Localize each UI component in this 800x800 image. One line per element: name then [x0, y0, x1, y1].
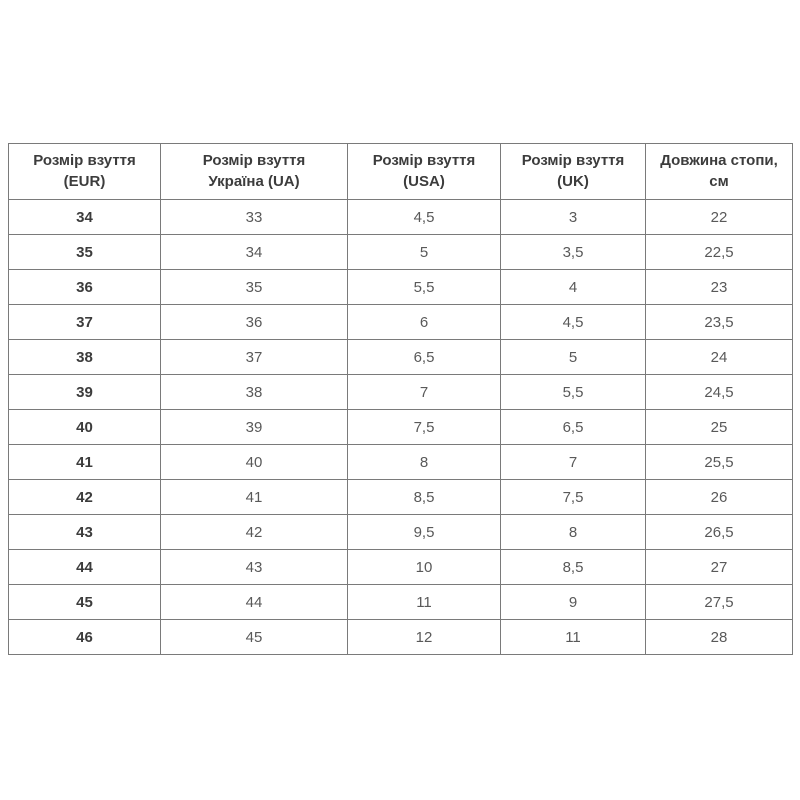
eur-size-cell: 39 [9, 375, 161, 410]
column-header-usa [348, 144, 501, 200]
column-header-eur-line2: (EUR) [63, 172, 106, 190]
table-row [9, 340, 793, 375]
foot-length-cell: 26 [646, 480, 793, 515]
column-header-eur-line1: Розмір взуття [33, 152, 136, 170]
ua-size-cell: 34 [161, 235, 348, 270]
usa-size-cell: 5 [348, 235, 501, 270]
column-header-uk [501, 144, 646, 200]
ua-size-cell: 37 [161, 340, 348, 375]
foot-length-cell: 23,5 [646, 305, 793, 340]
uk-size-cell: 11 [501, 620, 646, 655]
foot-length-cell: 28 [646, 620, 793, 655]
uk-size-cell: 7,5 [501, 480, 646, 515]
foot-length-cell: 22,5 [646, 235, 793, 270]
table-row [9, 445, 793, 480]
usa-size-cell: 8 [348, 445, 501, 480]
column-header-foot-length-line2: см [709, 172, 729, 190]
uk-size-cell: 3,5 [501, 235, 646, 270]
column-header-eur [9, 144, 161, 200]
eur-size-cell: 46 [9, 620, 161, 655]
uk-size-cell: 5,5 [501, 375, 646, 410]
uk-size-cell: 7 [501, 445, 646, 480]
uk-size-cell: 5 [501, 340, 646, 375]
uk-size-cell: 6,5 [501, 410, 646, 445]
table-row [9, 620, 793, 655]
eur-size-cell: 44 [9, 550, 161, 585]
column-header-uk-line1: Розмір взуття [521, 152, 625, 170]
usa-size-cell: 4,5 [348, 200, 501, 235]
table-row [9, 515, 793, 550]
usa-size-cell: 7 [348, 375, 501, 410]
ua-size-cell: 43 [161, 550, 348, 585]
foot-length-cell: 24 [646, 340, 793, 375]
eur-size-cell: 35 [9, 235, 161, 270]
ua-size-cell: 36 [161, 305, 348, 340]
eur-size-cell: 41 [9, 445, 161, 480]
usa-size-cell: 10 [348, 550, 501, 585]
usa-size-cell: 5,5 [348, 270, 501, 305]
column-header-ua-line1: Розмір взуття [202, 152, 306, 170]
foot-length-cell: 25 [646, 410, 793, 445]
ua-size-cell: 44 [161, 585, 348, 620]
usa-size-cell: 7,5 [348, 410, 501, 445]
table-row [9, 305, 793, 340]
foot-length-cell: 27 [646, 550, 793, 585]
column-header-foot-length-line1: Довжина стопи, [660, 152, 778, 170]
table-header-row [9, 144, 793, 200]
usa-size-cell: 11 [348, 585, 501, 620]
eur-size-cell: 42 [9, 480, 161, 515]
usa-size-cell: 9,5 [348, 515, 501, 550]
eur-size-cell: 38 [9, 340, 161, 375]
column-header-foot-length [646, 144, 793, 200]
eur-size-cell: 40 [9, 410, 161, 445]
foot-length-cell: 22 [646, 200, 793, 235]
ua-size-cell: 41 [161, 480, 348, 515]
foot-length-cell: 23 [646, 270, 793, 305]
column-header-ua [161, 144, 348, 200]
usa-size-cell: 6,5 [348, 340, 501, 375]
usa-size-cell: 12 [348, 620, 501, 655]
usa-size-cell: 8,5 [348, 480, 501, 515]
uk-size-cell: 4 [501, 270, 646, 305]
table-row [9, 270, 793, 305]
ua-size-cell: 38 [161, 375, 348, 410]
uk-size-cell: 8 [501, 515, 646, 550]
table-row [9, 585, 793, 620]
uk-size-cell: 8,5 [501, 550, 646, 585]
column-header-ua-line2: Україна (UA) [208, 172, 300, 190]
foot-length-cell: 25,5 [646, 445, 793, 480]
column-header-uk-line2: (UK) [557, 172, 589, 190]
column-header-usa-line1: Розмір взуття [372, 152, 476, 170]
eur-size-cell: 43 [9, 515, 161, 550]
foot-length-cell: 24,5 [646, 375, 793, 410]
uk-size-cell: 9 [501, 585, 646, 620]
foot-length-cell: 27,5 [646, 585, 793, 620]
shoe-size-table [8, 143, 793, 655]
ua-size-cell: 45 [161, 620, 348, 655]
uk-size-cell: 4,5 [501, 305, 646, 340]
table-row [9, 200, 793, 235]
table-row [9, 550, 793, 585]
table-row [9, 480, 793, 515]
uk-size-cell: 3 [501, 200, 646, 235]
ua-size-cell: 42 [161, 515, 348, 550]
table-row [9, 235, 793, 270]
column-header-usa-line2: (USA) [403, 172, 445, 190]
ua-size-cell: 39 [161, 410, 348, 445]
ua-size-cell: 40 [161, 445, 348, 480]
usa-size-cell: 6 [348, 305, 501, 340]
foot-length-cell: 26,5 [646, 515, 793, 550]
ua-size-cell: 33 [161, 200, 348, 235]
eur-size-cell: 36 [9, 270, 161, 305]
table-row [9, 375, 793, 410]
eur-size-cell: 37 [9, 305, 161, 340]
eur-size-cell: 34 [9, 200, 161, 235]
table-row [9, 410, 793, 445]
ua-size-cell: 35 [161, 270, 348, 305]
eur-size-cell: 45 [9, 585, 161, 620]
